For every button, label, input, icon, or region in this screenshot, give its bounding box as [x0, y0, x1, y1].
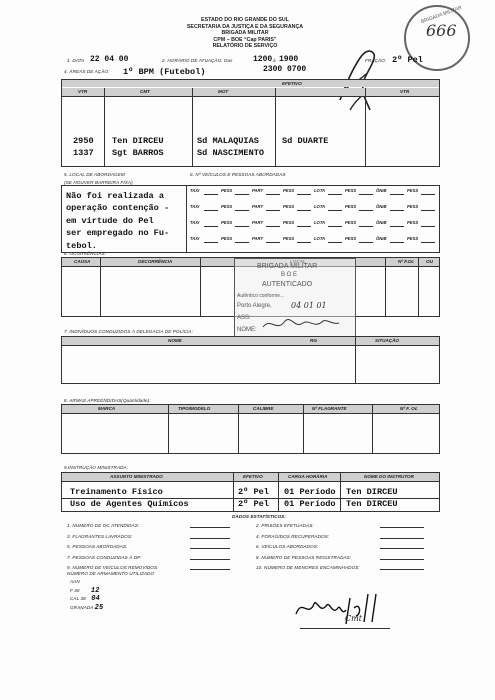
stat-underline	[380, 548, 424, 549]
stat-underline	[190, 527, 230, 528]
armamento-item-cal38	[70, 595, 103, 604]
veiculos-grid-cell: LOTA	[314, 220, 326, 225]
conduzidos-hline	[61, 345, 440, 346]
veiculos-grid-underline	[390, 226, 404, 227]
stat-left-1: 1. NÚMERO DE OC ATENDIDAS:	[67, 523, 140, 528]
veiculos-grid-cell: ÔNIB	[376, 236, 387, 241]
stat-right-3: 6. VEÍCULOS ABORDADOS:	[256, 544, 319, 549]
col-situacao: SITUAÇÃO	[375, 338, 399, 343]
instrucao-row2-instrutor: Ten DIRCEU	[346, 499, 398, 509]
armamento-item-f40-value: 12	[90, 586, 100, 595]
veiculos-grid-underline	[235, 194, 249, 195]
armas-label: 8. ARMAS APREENDIDAS(Quantidade):	[64, 398, 151, 403]
veiculos-grid-underline	[328, 242, 342, 243]
instrucao-row2-carga: 01 Período	[284, 499, 336, 509]
areas-label: 4. ÁREAS DE AÇÃO:	[64, 69, 110, 74]
abordagem-line-5: tebol.	[66, 240, 97, 251]
efetivo-row2-vtr: 1337	[73, 148, 94, 158]
ocorrencias-label: 6. OCORRÊNCIAS:	[64, 251, 107, 256]
veiculos-grid-cell: PESS	[283, 220, 295, 225]
col-efetivo: EFETIVO	[243, 474, 263, 479]
veiculos-grid-underline	[359, 210, 373, 211]
veiculos-grid-cell: ÔNIB	[376, 220, 387, 225]
col-causa: CAUSA	[74, 259, 91, 264]
veiculos-grid-cell: PESS	[407, 236, 419, 241]
efetivo-vline-4	[365, 88, 366, 167]
col-mot: MOT	[218, 89, 229, 94]
instrucao-row1-efetivo: 2º Pel	[238, 487, 269, 497]
veiculos-grid-underline	[235, 226, 249, 227]
stamp-line-6: ASS:	[237, 315, 251, 321]
efetivo-title-band	[62, 80, 439, 87]
stat-left-4: 7. PESSOAS CONDUZIDAS À DP:	[67, 554, 142, 560]
veiculos-grid-underline	[204, 210, 218, 211]
veiculos-grid-cell: PART	[252, 204, 264, 209]
efetivo-hline	[61, 96, 440, 97]
stat-underline	[380, 538, 424, 539]
veiculos-grid-underline	[266, 226, 280, 227]
col-tipo-modelo: TIPO/MODELO	[178, 406, 211, 411]
veiculos-grid-cell: TAXI	[190, 236, 200, 241]
col-n-foc: Nº F. Oc	[400, 406, 418, 411]
instrucao-row1-assunto: Treinamento Físico	[70, 487, 163, 497]
header-brigada: BRIGADA MILITAR	[221, 30, 269, 37]
cond-vline-1	[355, 336, 356, 384]
veiculos-grid-underline	[390, 210, 404, 211]
stamp-line-2: B O E	[281, 272, 298, 278]
efetivo-vline-2	[192, 88, 193, 167]
veiculos-grid-cell: ÔNIB	[376, 204, 387, 209]
corner-stamp-text: BRIGADA MILITAR	[420, 4, 463, 26]
instrucao-label: 9.INSTRUÇÃO MINISTRADA:	[64, 465, 129, 470]
horario-label: 2. HORÁRIO DE ATUAÇÃO: Das	[162, 58, 233, 63]
col-assunto: ASSUNTO MINISTRADO	[110, 474, 163, 479]
col-n-flagrante: Nº FLAGRANTE	[312, 406, 347, 411]
signature-caption: Cmt	[345, 614, 362, 623]
stat-underline	[190, 538, 230, 539]
armamento-item-aan	[70, 578, 103, 587]
veiculos-grid-cell: PART	[252, 220, 264, 225]
instr-vline-3	[340, 472, 341, 512]
veiculos-grid-cell: LOTA	[314, 188, 326, 193]
stamp-line-7: NOME:	[237, 327, 257, 333]
col-vtr: VTR	[78, 89, 88, 94]
veiculos-grid-cell: PESS	[407, 188, 419, 193]
col-instrutor: NOME DO INSTRUTOR	[364, 474, 414, 479]
veiculos-grid-underline	[235, 242, 249, 243]
veiculos-grid-underline	[297, 210, 311, 211]
estatisticos-right	[256, 521, 360, 574]
efetivo-row2-mot: Sd NASCIMENTO	[197, 148, 265, 158]
veiculos-grid-underline	[204, 242, 218, 243]
veiculos-grid-cell: PESS	[283, 236, 295, 241]
veiculos-grid-cell: TAXI	[190, 188, 200, 193]
authentication-stamp	[234, 258, 356, 342]
col-vtr-right: VTR	[400, 89, 410, 94]
armamento-item-cal38-value: 04	[91, 595, 100, 603]
col-rg: RG	[310, 338, 317, 343]
veiculos-grid-cell: ÔNIB	[376, 188, 387, 193]
header-report-title: RELATÓRIO DE SERVIÇO	[212, 43, 278, 50]
armamento-item-granada-value: 25	[94, 603, 104, 612]
efetivo-row2-cmt: Sgt BARROS	[112, 148, 164, 158]
veiculos-grid-cell: PESS	[221, 236, 233, 241]
efetivo-row1-cmt: Ten DIRCEU	[112, 136, 164, 146]
barreira-fixa-label: (SE HOUVER BARREIRA FIXA)	[64, 180, 133, 185]
instrucao-row1-instrutor: Ten DIRCEU	[346, 487, 398, 497]
abordagem-line-1: Não foi realizada a	[66, 191, 164, 201]
armamento-list	[70, 578, 103, 612]
local-abordagem-label: 5. LOCAL DE ABORDAGEM	[64, 172, 125, 177]
stat-left-2: 3. FLAGRANTES LAVRADOS:	[67, 533, 133, 539]
instrucao-row2-efetivo: 2º Pel	[238, 499, 269, 509]
horario-sep: à	[273, 58, 276, 63]
abordagem-line-2: operação contenção -	[66, 203, 170, 214]
stamp-line-4: Autêntico conforme...	[237, 293, 285, 299]
corner-stamp-number: 666	[426, 21, 457, 40]
efetivo-row1-vtr: 2950	[73, 136, 94, 146]
veiculos-grid-cell: PESS	[407, 204, 419, 209]
veiculos-grid-underline	[266, 242, 280, 243]
header-state: ESTADO DO RIO GRANDE DO SUL	[201, 17, 289, 23]
veiculos-grid-underline	[421, 210, 435, 211]
veiculos-grid-cell: PESS	[283, 188, 295, 193]
abordagem-divider	[186, 185, 187, 253]
armamento-item-cal38-label: CAL 38	[70, 596, 86, 601]
veiculos-grid-underline	[297, 242, 311, 243]
armas-header-band	[62, 405, 439, 413]
col-marca: MARCA	[98, 406, 116, 411]
armamento-item-granada-label: GRANADA	[70, 604, 94, 610]
armamento-item-f40-label: F 40	[70, 587, 80, 593]
armas-vline-2	[238, 404, 239, 454]
veiculos-grid-underline	[204, 194, 218, 195]
veiculos-grid-cell: LOTA	[314, 236, 326, 241]
veiculos-grid-underline	[204, 226, 218, 227]
veiculos-grid-underline	[328, 194, 342, 195]
stat-underline	[190, 559, 230, 560]
col-nfoc: Nº F.Oc	[398, 259, 414, 264]
stat-underline	[190, 569, 230, 570]
veiculos-grid-underline	[297, 194, 311, 195]
horario-from: 1200	[253, 55, 273, 64]
veiculos-grid-underline	[390, 194, 404, 195]
ocorr-vline-1	[100, 257, 101, 317]
stat-left-5: 9. NÚMERO DE VEÍCULOS REMOVIDOS:	[67, 565, 159, 570]
stat-underline	[380, 527, 424, 528]
ocorr-vline-3	[385, 257, 386, 317]
col-carga: CARGA HORÁRIA	[288, 474, 328, 479]
stat-underline	[190, 548, 230, 549]
veiculos-grid-cell: PESS	[345, 220, 357, 225]
horario-to3: 0700	[287, 65, 307, 74]
areas-value: 1º BPM (Futebol)	[123, 67, 206, 77]
veiculos-grid-underline	[359, 194, 373, 195]
veiculos-grid-cell: LOTA	[314, 204, 326, 209]
horario-to2: 2300	[263, 65, 283, 74]
fracao-label: FRAÇÃO:	[365, 58, 387, 63]
veiculos-grid-cell: TAXI	[190, 220, 200, 225]
abordagem-line-4: ser empregado no Fu-	[66, 228, 170, 239]
ocorr-vline-2	[200, 257, 201, 317]
stat-left-3: 5. PESSOAS ABORDADAS:	[67, 544, 128, 549]
estatisticos-left	[67, 521, 159, 574]
col-cmt: CMT	[140, 89, 150, 94]
instrucao-row2-assunto: Uso de Agentes Químicos	[70, 499, 189, 509]
stat-right-1: 2. PRISÕES EFETUADAS:	[256, 523, 314, 528]
veiculos-grid-underline	[266, 210, 280, 211]
stamp-signature	[261, 311, 341, 335]
abordagem-line-3: em virtude do Pel	[66, 215, 154, 226]
veiculos-grid-cell: PESS	[221, 204, 233, 209]
instrucao-row1-carga: 01 Período	[284, 487, 336, 497]
veiculos-grid-cell: PESS	[221, 220, 233, 225]
veiculos-grid-underline	[421, 242, 435, 243]
header-unit: CPM – BOE “Cap PARIS”	[213, 36, 277, 43]
veiculos-grid-underline	[328, 210, 342, 211]
stat-underline	[380, 569, 424, 570]
efetivo-row1-mot: Sd MALAQUIAS	[197, 136, 259, 146]
efetivo-header-band	[62, 88, 439, 96]
armas-vline-1	[168, 404, 169, 454]
veiculos-grid-cell: PESS	[345, 204, 357, 209]
signature-line	[300, 628, 390, 629]
veiculos-pessoas-label: 6. Nº VEÍCULOS E PESSOAS ABORDADAS	[190, 172, 286, 177]
col-decorrencia: DECORRÊNCIA	[138, 259, 173, 264]
veiculos-grid-underline	[421, 226, 435, 227]
stat-right-2: 4. FORAGIDOS RECUPERADOS:	[256, 533, 330, 539]
veiculos-grid-underline	[359, 242, 373, 243]
veiculos-grid-underline	[328, 226, 342, 227]
stat-right-5: 10. NÚMERO DE MENORES ENCAMINHADOS:	[256, 565, 360, 570]
stamp-date: 04 01 01	[291, 301, 327, 310]
col-ou: OU	[426, 259, 433, 264]
armamento-item-aan-label: AAN	[70, 579, 80, 584]
document-header	[150, 17, 340, 50]
data-value: 22 04 00	[90, 55, 129, 64]
data-label: 1. DATA	[67, 58, 85, 63]
stamp-line-5: Porto Alegre,	[237, 303, 272, 309]
instr-vline-2	[278, 472, 279, 512]
fracao-value: 2º Pel	[392, 55, 423, 65]
veiculos-grid-underline	[266, 194, 280, 195]
efetivo-vline-1	[104, 88, 105, 167]
veiculos-grid-cell: PART	[252, 188, 264, 193]
stamp-line-3: AUTENTICADO	[262, 281, 313, 288]
stat-underline	[380, 559, 424, 560]
armas-hline	[61, 413, 440, 414]
armas-vline-4	[372, 404, 373, 454]
armamento-label: NÚMERO DE ARMAMENTO UTILIZADO	[67, 571, 155, 576]
veiculos-grid-underline	[421, 194, 435, 195]
veiculos-grid-cell: PART	[252, 236, 264, 241]
col-nome: NOME	[168, 338, 182, 343]
col-calibre: CALIBRE	[253, 406, 274, 411]
abordagem-text	[66, 190, 169, 252]
commander-signature	[290, 588, 400, 632]
efetivo-title: EFETIVO	[282, 81, 302, 86]
instrucao-hline	[61, 481, 440, 482]
veiculos-grid-cell: PESS	[407, 220, 419, 225]
veiculos-grid-underline	[297, 226, 311, 227]
instr-vline-1	[233, 472, 234, 512]
veiculos-grid-underline	[359, 226, 373, 227]
veiculos-grid-cell: TAXI	[190, 204, 200, 209]
horario-to: 1900	[279, 55, 299, 64]
conduzidos-label: 7. INDIVÍDUOS CONDUZIDOS À DELEGACIA DE POLÍCIA:	[64, 329, 193, 334]
stamp-line-1: BRIGADA MILITAR	[257, 263, 318, 270]
veiculos-grid-underline	[235, 210, 249, 211]
armamento-item-granada	[70, 604, 103, 613]
armamento-item-f40	[70, 587, 103, 596]
efetivo-vline-3	[275, 88, 276, 167]
ocorr-vline-4	[418, 257, 419, 317]
veiculos-grid-cell: PESS	[221, 188, 233, 193]
veiculos-grid-cell: PESS	[283, 204, 295, 209]
efetivo-row1-extra: Sd DUARTE	[282, 136, 329, 146]
veiculos-grid-cell: PESS	[345, 188, 357, 193]
armas-vline-3	[303, 404, 304, 454]
estatisticos-label: DADOS ESTATÍSTICOS:	[232, 514, 287, 519]
stat-right-4: 8. NÚMERO DE PESSOAS REGISTRADAS:	[256, 554, 352, 560]
veiculos-grid-underline	[390, 242, 404, 243]
header-secretaria: SECRETARIA DA JUSTIÇA E DA SEGURANÇA	[186, 23, 304, 30]
veiculos-grid-cell: PESS	[345, 236, 357, 241]
